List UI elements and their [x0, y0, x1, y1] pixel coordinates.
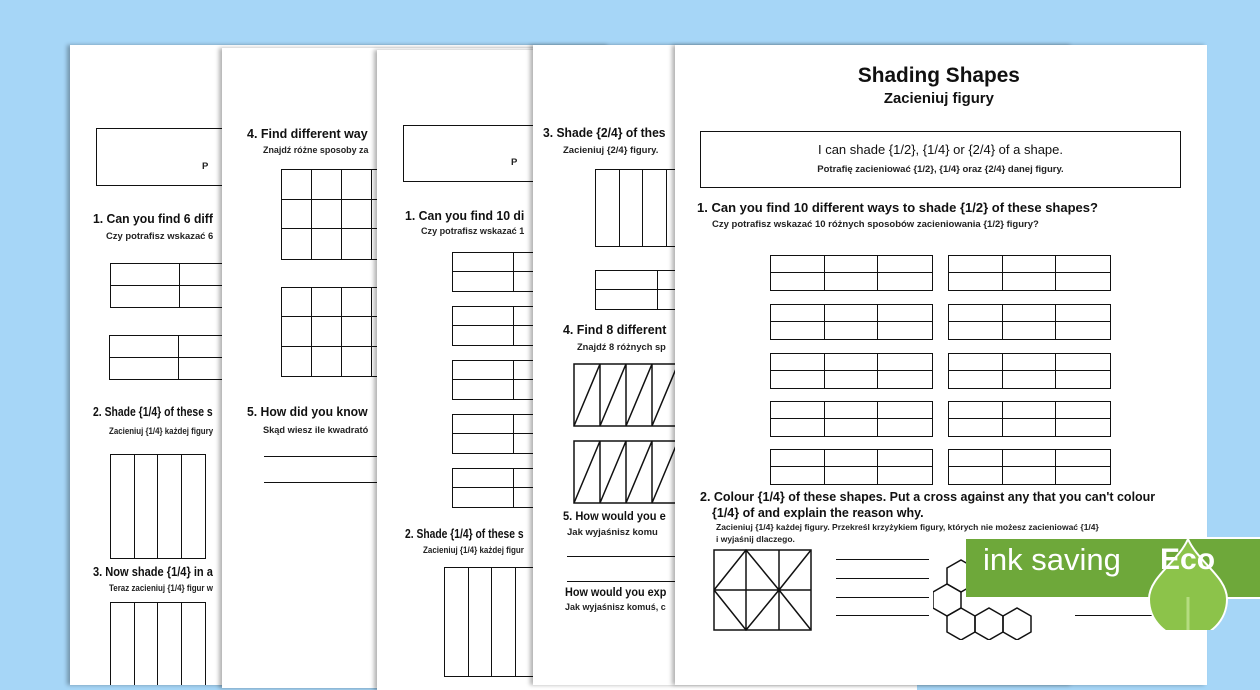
shape-grid	[948, 353, 1111, 389]
grid-cell	[825, 322, 879, 339]
grid-cell	[453, 380, 514, 399]
grid-cell	[312, 229, 342, 259]
grid-cell	[1003, 450, 1057, 467]
grid-cell	[771, 467, 825, 484]
question-2-line-2: {1/4} of and explain the reason why.	[712, 506, 924, 520]
grid-cell	[878, 273, 932, 290]
grid-cell	[1056, 402, 1110, 419]
shape-grid	[948, 255, 1111, 291]
grid-cell	[111, 264, 180, 286]
grid-cell	[453, 434, 514, 453]
grid-cell	[312, 317, 342, 346]
grid-cell	[110, 358, 179, 380]
grid-cell	[1056, 305, 1110, 322]
grid-cell	[342, 317, 372, 346]
grid-cell	[1003, 402, 1057, 419]
question-2: 2. Shade {1/4} of these s	[405, 526, 524, 541]
grid-cell	[453, 326, 514, 345]
grid-cell	[1003, 371, 1057, 388]
grid-cell	[771, 354, 825, 371]
question-1-sub: Czy potrafisz wskazać 10 różnych sposobów zacieniowania {1/2} figury?	[712, 219, 1039, 230]
grid-cell	[1003, 256, 1057, 273]
grid-cell	[453, 415, 514, 434]
question-4: 4. Find different way	[247, 126, 368, 141]
grid-cell	[469, 568, 493, 676]
grid-cell	[949, 371, 1003, 388]
question-1: 1. Can you find 6 diff	[93, 211, 213, 226]
question-5: 5. How did you know	[247, 404, 368, 419]
grid-cell	[596, 290, 658, 309]
grid-cell	[878, 419, 932, 436]
grid-cell	[825, 402, 879, 419]
grid-cell	[342, 229, 372, 259]
grid-cell	[111, 286, 180, 308]
grid-cell	[878, 450, 932, 467]
grid-cell	[771, 256, 825, 273]
grid-cell	[1056, 450, 1110, 467]
grid-cell	[312, 170, 342, 200]
grid-cell	[596, 170, 620, 246]
question-3: 3. Shade {2/4} of thes	[543, 125, 666, 140]
question-2-sub-1: Zacieniuj {1/4} każdej figury. Przekreśl krzyżykiem figury, których nie możesz zacieniować {1/4}	[716, 522, 1099, 532]
grid-cell	[453, 488, 514, 507]
grid-cell	[771, 371, 825, 388]
grid-cell	[878, 256, 932, 273]
answer-line	[836, 597, 929, 598]
grid-cell	[1003, 467, 1057, 484]
grid-cell	[342, 170, 372, 200]
grid-cell	[282, 170, 312, 200]
question-2-line-1: 2. Colour {1/4} of these shapes. Put a cross against any that you can't colour	[700, 490, 1156, 504]
grid-cell	[949, 354, 1003, 371]
grid-cell	[949, 305, 1003, 322]
objective-text: P	[202, 161, 209, 172]
grid-cell	[825, 450, 879, 467]
grid-cell	[949, 322, 1003, 339]
shape-grid	[770, 304, 933, 340]
question-6: How would you exp	[565, 587, 667, 599]
answer-line	[836, 559, 929, 560]
question-3: 3. Now shade {1/4} in a	[93, 564, 213, 579]
question-5-sub: Skąd wiesz ile kwadrató	[263, 425, 369, 436]
question-2-sub: Zacieniuj {1/4} każdej figury	[109, 426, 214, 437]
objective-box	[700, 131, 1181, 188]
grid-cell	[878, 467, 932, 484]
question-2-sub-2: i wyjaśnij dlaczego.	[716, 534, 795, 544]
grid-cell	[282, 229, 312, 259]
objective-text: I can shade {1/2}, {1/4} or {2/4} of a shape.	[817, 142, 1064, 157]
question-1: 1. Can you find 10 different ways to shade {1/2} of these shapes?	[697, 200, 1098, 215]
grid-cell	[878, 371, 932, 388]
grid-cell	[825, 371, 879, 388]
grid-cell	[111, 455, 135, 558]
grid-cell	[825, 305, 879, 322]
grid-cell	[182, 455, 206, 558]
grid-cell	[1056, 467, 1110, 484]
grid-cell	[1056, 256, 1110, 273]
grid-cell	[182, 603, 206, 685]
grid-cell	[825, 419, 879, 436]
answer-line	[836, 615, 929, 616]
question-2-sub: Zacieniuj {1/4} każdej figur	[423, 545, 524, 556]
shape-grid	[770, 449, 933, 485]
grid-cell	[342, 347, 372, 376]
question-3-sub: Teraz zacieniuj {1/4} figur w	[109, 583, 213, 594]
grid-cell	[158, 455, 182, 558]
answer-line	[836, 578, 929, 579]
grid-cell	[878, 305, 932, 322]
grid-cell	[878, 402, 932, 419]
grid-cell	[282, 288, 312, 317]
grid-cell	[771, 450, 825, 467]
question-1-sub: Czy potrafisz wskazać 1	[421, 226, 525, 237]
shape-grid	[770, 401, 933, 437]
shape-grid	[770, 255, 933, 291]
eco-label: Eco	[1160, 543, 1216, 576]
shape-grid	[948, 401, 1111, 437]
grid-cell	[1003, 273, 1057, 290]
grid-cell	[135, 455, 159, 558]
question-4-sub: Znajdź 8 różnych sp	[577, 342, 666, 353]
question-1-sub: Czy potrafisz wskazać 6	[106, 231, 214, 242]
grid-cell	[445, 568, 469, 676]
grid-cell	[949, 256, 1003, 273]
page-subtitle: Zacieniuj figury	[883, 90, 994, 107]
grid-cell	[282, 317, 312, 346]
grid-cell	[312, 347, 342, 376]
grid-cell	[1056, 273, 1110, 290]
objective-sub: Potrafię zacieniować {1/2}, {1/4} oraz {2/4} danej figury.	[817, 164, 1064, 175]
grid-cell	[453, 361, 514, 380]
grid-cell	[771, 419, 825, 436]
grid-cell	[453, 469, 514, 488]
grid-cell	[949, 273, 1003, 290]
question-6-sub: Jak wyjaśnisz komuś, c	[565, 602, 666, 613]
grid-cell	[771, 322, 825, 339]
question-5: 5. How would you e	[563, 511, 666, 523]
page-title: Shading Shapes	[857, 64, 1020, 87]
shape-grid	[770, 353, 933, 389]
grid-cell	[620, 170, 644, 246]
objective-text: P	[511, 157, 518, 168]
grid-cell	[1003, 419, 1057, 436]
grid-cell	[825, 467, 879, 484]
diamond-shape	[713, 549, 813, 631]
grid-cell	[1056, 371, 1110, 388]
grid-cell	[1003, 322, 1057, 339]
grid-cell	[110, 336, 179, 358]
grid-cell	[492, 568, 516, 676]
grid-cell	[312, 288, 342, 317]
grid-cell	[878, 354, 932, 371]
shape-grid	[948, 304, 1111, 340]
grid-cell	[282, 200, 312, 230]
grid-cell	[158, 603, 182, 685]
question-2: 2. Shade {1/4} of these s	[93, 404, 213, 419]
grid-cell	[342, 200, 372, 230]
question-3-sub: Zacieniuj {2/4} figury.	[563, 145, 659, 156]
grid-cell	[453, 307, 514, 326]
shape-bars	[110, 602, 206, 685]
grid-cell	[111, 603, 135, 685]
grid-cell	[1003, 305, 1057, 322]
question-5-sub: Jak wyjaśnisz komu	[567, 527, 658, 538]
grid-cell	[825, 273, 879, 290]
grid-cell	[1003, 354, 1057, 371]
grid-cell	[949, 467, 1003, 484]
question-1: 1. Can you find 10 di	[405, 208, 525, 223]
grid-cell	[135, 603, 159, 685]
grid-cell	[949, 419, 1003, 436]
grid-cell	[1056, 322, 1110, 339]
grid-cell	[1056, 419, 1110, 436]
grid-cell	[282, 347, 312, 376]
grid-cell	[771, 273, 825, 290]
question-4: 4. Find 8 different	[563, 322, 667, 337]
grid-cell	[342, 288, 372, 317]
shape-grid	[948, 449, 1111, 485]
ink-saving-label: ink saving	[983, 542, 1121, 577]
grid-cell	[878, 322, 932, 339]
grid-cell	[949, 450, 1003, 467]
grid-cell	[771, 402, 825, 419]
grid-cell	[453, 253, 514, 272]
shape-bars	[110, 454, 206, 559]
grid-cell	[825, 256, 879, 273]
grid-cell	[643, 170, 667, 246]
question-4-sub: Znajdź różne sposoby za	[263, 145, 369, 156]
grid-cell	[825, 354, 879, 371]
grid-cell	[312, 200, 342, 230]
grid-cell	[596, 271, 658, 290]
grid-cell	[771, 305, 825, 322]
grid-cell	[453, 272, 514, 291]
grid-cell	[949, 402, 1003, 419]
grid-cell	[1056, 354, 1110, 371]
